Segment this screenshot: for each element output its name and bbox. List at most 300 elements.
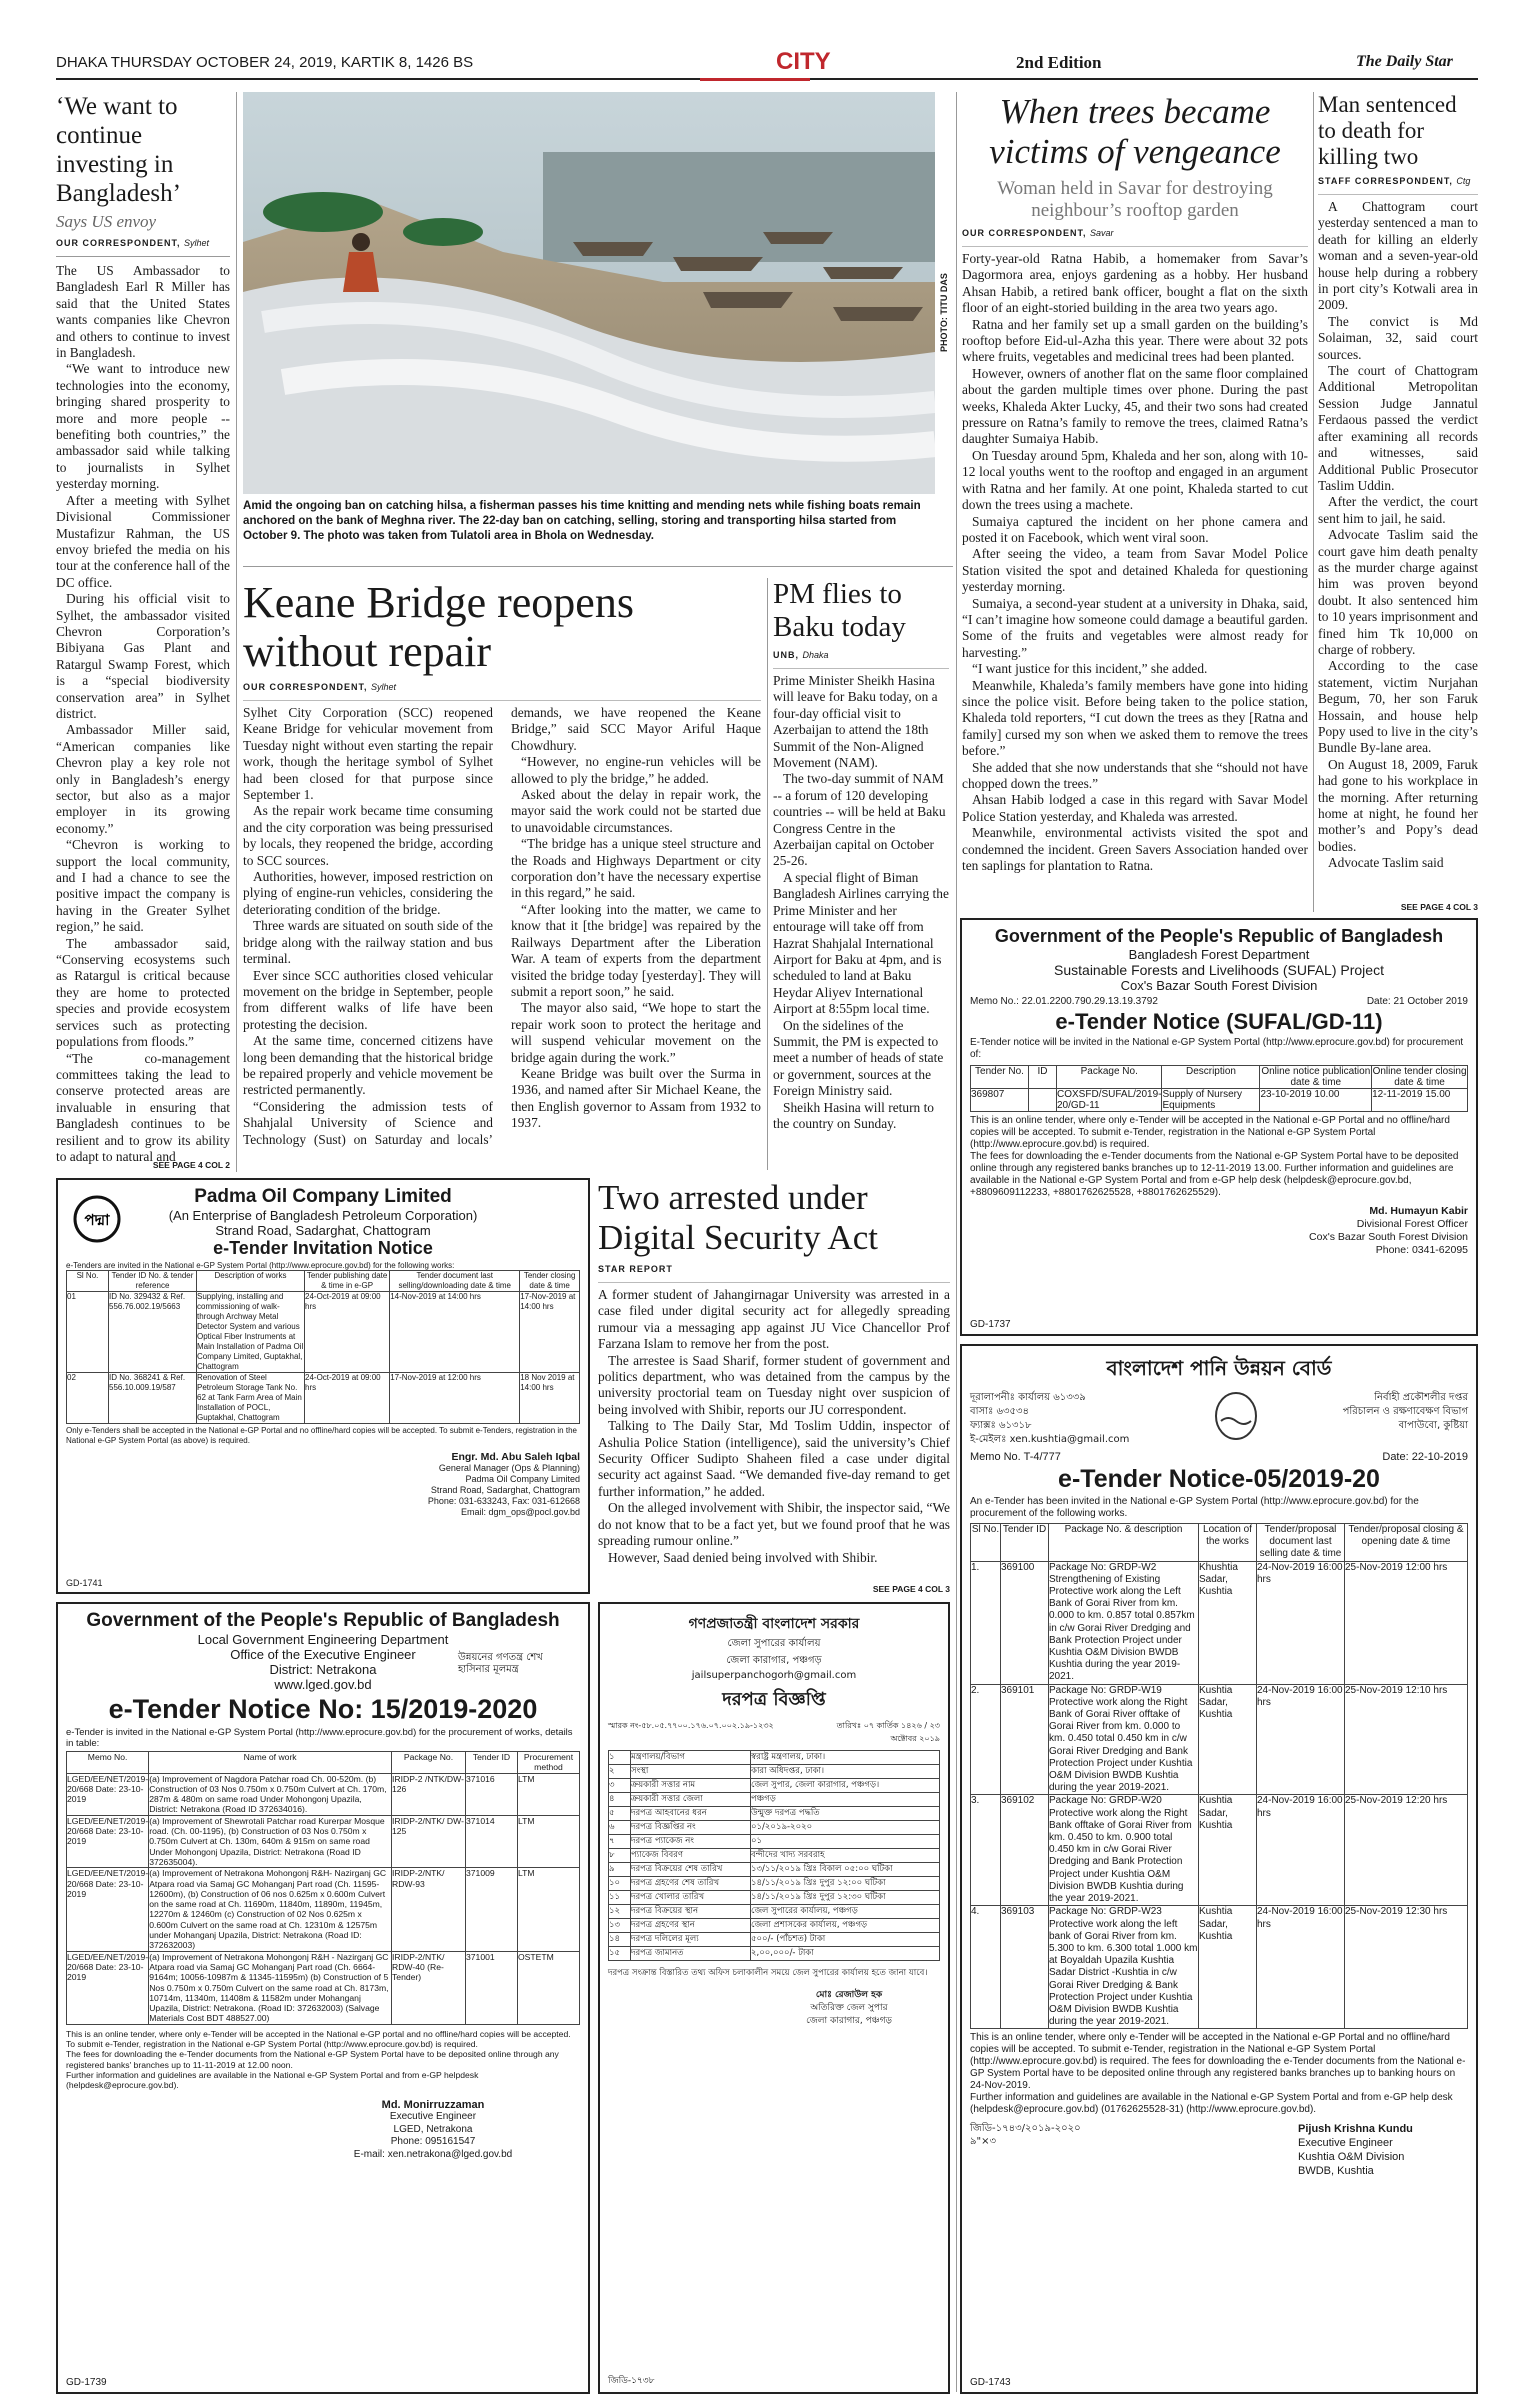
ad-line: www.lged.gov.bd <box>274 1677 372 1692</box>
sign-line: General Manager (Ops & Planning) <box>438 1463 580 1473</box>
cell: মন্ত্রণালয়/বিভাগ <box>631 1751 751 1765</box>
col-header: Tender document last selling/downloading date & time <box>390 1271 520 1292</box>
ad-size: ৯"×৩ <box>970 2136 996 2148</box>
column-rule <box>767 578 768 1170</box>
contact-line: ই-মেইলঃ xen.kushtia@gmail.com <box>970 1434 1130 1445</box>
cell: ০১ <box>751 1835 940 1849</box>
table-row <box>609 1919 940 1933</box>
see-page: SEE PAGE 4 COL 2 <box>152 1160 230 1170</box>
paragraph: After seeing the video, a team from Savar Model Police Station visited the spot and detained Khaleda for questioning yesterday morning. <box>962 546 1308 595</box>
contact-line: নির্বাহী প্রকৌশলীর দপ্তর <box>1374 1392 1468 1403</box>
cell: 25-Nov-2019 12:00 hrs <box>1345 1561 1468 1684</box>
cell: ০১/২০১৯-২০২০ <box>751 1821 940 1835</box>
contact-line: ফ্যাক্সঃ ৬১৩১৮ <box>970 1420 1032 1431</box>
cell: 369101 <box>1001 1684 1049 1795</box>
sign-line: Strand Road, Sadarghat, Chattogram <box>430 1485 580 1495</box>
signature <box>66 1452 580 1518</box>
ad-text: This is an online tender, where only e-Tender will be accepted in the National e-GP Portal and no offline/hard copies will be accepted. To submit e-Tender, registration in the National e-GP System Portal (http://www.eprocure.gov.bd) is required. The fees for downloading the e-Tender documents from the National e-GP System Portal have to be deposited online through any registered banks branches up to banking hours on 24-Nov-2019. Further information and guidelines are available in the National e-GP System Portal and from e-GP help desk (helpdesk@eprocure.gov.bd) (01762625528-31) (http://www.eprocure.gov.bd). <box>970 2032 1466 2116</box>
paragraph: Forty-year-old Ratna Habib, a homemaker from Savar’s Dagormora area, enjoys gardening as a hobby. Her husband Ahsan Habib, a retired bank officer, bought a flat on the sixth floor of an eight-storied building in the area two years ago. <box>962 251 1308 316</box>
cell: 01 <box>67 1292 109 1373</box>
cell: IRIDP-2 /NTK/DW-126 <box>392 1773 466 1815</box>
ad-line: Sustainable Forests and Livelihoods (SUFAL) Project <box>1054 962 1384 978</box>
col-header: Tender No. <box>971 1066 1029 1089</box>
paragraph: At the same time, concerned citizens have long been demanding that the historical bridge be repaired properly and vehicle movement be restricted permanently. <box>243 1033 493 1098</box>
paragraph: On the alleged involvement with Shibir, the inspector said, “We do not know that to be a fact yet, but we found proof that he was spreading rumour online.” <box>598 1500 950 1549</box>
col-header: Package No. <box>392 1752 466 1774</box>
sign-name: Pijush Krishna Kundu <box>1298 2123 1413 2136</box>
ad-line: Bangladesh Forest Department <box>1128 947 1310 962</box>
keane-bridge-article <box>243 578 761 1170</box>
cell: Supply of Nursery Equipments <box>1162 1089 1260 1112</box>
paragraph: Talking to The Daily Star, Md Toslim Uddin, inspector of Ashulia Police Station (intelligence), said the university’s Chief Security Officer Sudipto Shaheen filed a case under digital security act against Saad. “We demanded five-day remand to get further information,” he added. <box>598 1418 950 1499</box>
memo: স্মারক নং-৫৮.০৫.৭৭০০.১৭৬.০৭.০০২.১৯-১২৩২ <box>608 1721 774 1730</box>
paragraph: Meanwhile, Khaleda’s family members have gone into hiding since the police visit. Before being taken to the police station, Khaleda told reporters, “I cut down the trees as they [Ratna and family] cursed my son when we asked them to remove the trees before.” <box>962 677 1308 759</box>
table-row <box>609 1821 940 1835</box>
column-rule <box>956 92 957 2392</box>
sign-line: LGED, Netrakona <box>393 2123 473 2135</box>
headline: Two arrested under Digital Security Act <box>598 1178 878 1257</box>
col-header: Description of works <box>197 1271 305 1292</box>
gd-code: GD-1741 <box>66 1578 103 1588</box>
cell: IRIDP-2/NTK/ RDW-93 <box>392 1868 466 1951</box>
sign-line: Phone: 095161547 <box>390 2136 476 2147</box>
table-row <box>609 1779 940 1793</box>
memo-row <box>970 996 1468 1007</box>
headline: When trees became victims of vengeance <box>989 92 1281 171</box>
cell: LGED/EE/NET/2019-20/668 Date: 23-10-2019 <box>67 1773 149 1815</box>
ad-text: This is an online tender, where only e-Tender will be accepted in the National e-GP portal and no offline/hard copies will be accepted. To submit e-Tender, registration in the National e-GP System Portal (http://www.eprocure.gov.bd) is required. The fees for downloading the e-Tender documents from the National e-GP System Portal have to be deposited online through any registered banks' branches up to 11-11-2019 at 12.00 noon. Further information and guidelines are available in the National e-GP System Portal and from e-GP helpdesk (helpdesk@eprocure.gov.bd). <box>66 2028 571 2091</box>
photo <box>243 92 935 494</box>
article-body <box>56 256 230 1165</box>
date: Date: 21 October 2019 <box>1366 996 1468 1007</box>
contact-line: বাসাঃ ৬৩৫৩৪ <box>970 1406 1029 1417</box>
cell: ৮ <box>609 1849 631 1863</box>
cell: ৬ <box>609 1821 631 1835</box>
table-row <box>609 1891 940 1905</box>
paragraph: “The bridge has a unique steel structure and the Roads and Highways Department or city corporation don’t have the necessary expertise in this regard,” he said. <box>511 836 761 901</box>
ad-gov: বাংলাদেশ পানি উন্নয়ন বোর্ড <box>1106 1356 1332 1380</box>
ad-line: Office of the Executive Engineer <box>230 1647 416 1662</box>
headline: PM flies to Baku today <box>773 578 906 643</box>
paragraph: After a meeting with Sylhet Divisional Commissioner Mustafizur Rahman, the US envoy briefed the media on his tour at the conference hall of the DC office. <box>56 492 230 590</box>
sentenced-article <box>1318 92 1478 912</box>
sign-line: Padma Oil Company Limited <box>465 1474 580 1484</box>
photo-block <box>243 92 953 557</box>
cell: 4. <box>971 1906 1001 2029</box>
col-header: Tender/proposal closing & opening date & time <box>1345 1524 1468 1562</box>
cell: ৫ <box>609 1807 631 1821</box>
ad-text: দরপত্র সংক্রান্ত বিস্তারিত তথ্য অফিস চলাকালীন সময়ে জেল সুপারের কার্যালয় হতে জানা যাবে। <box>608 1968 928 1978</box>
sufal-tender-ad <box>960 918 1478 1336</box>
cell: LTM <box>518 1815 580 1867</box>
gd-code: GD-1743 <box>970 2377 1011 2388</box>
byline: STAFF CORRESPONDENT, Ctg <box>1318 176 1471 186</box>
subhead: Woman held in Savar for destroying neighbour’s rooftop garden <box>997 178 1273 221</box>
cell: 24-Nov-2019 16:00 hrs <box>1257 1561 1345 1684</box>
paragraph: Three wards are situated on south side of the bridge along with the railway station and bus terminal. <box>243 918 493 967</box>
table-row <box>67 1951 580 2024</box>
subhead: Says US envoy <box>56 212 157 231</box>
cell: 371014 <box>466 1815 518 1867</box>
ad-line: জেলা কারাগার, পঞ্চগড় <box>726 1655 822 1666</box>
col-header: Package No. & description <box>1049 1524 1199 1562</box>
paragraph: Sheikh Hasina will return to the country on Sunday. <box>773 1099 934 1131</box>
sign-name: মোঃ রেজাউল হক <box>815 1990 883 2000</box>
paragraph: Sumaiya, a second-year student at a university in Dhaka, said, “I can’t imagine how someone could damage a beautiful garden. Some of the fruits and vegetables were almost ready for harvesting.” <box>962 595 1308 660</box>
cell: ১২ <box>609 1905 631 1919</box>
ad-line: jailsuperpanchogorh@gmail.com <box>691 1670 857 1681</box>
article-body <box>243 700 761 1164</box>
ref: জিডি-১৭৪৩/২০১৯-২০২০ <box>970 2123 1081 2135</box>
paragraph: The convict is Md Solaiman, 32, said court sources. <box>1318 313 1478 362</box>
col-header: Name of work <box>149 1752 392 1774</box>
masthead-rule-accent <box>700 78 810 81</box>
ad-title: e-Tender Notice No: 15/2019-2020 <box>108 1694 538 1724</box>
table-row <box>67 1292 580 1373</box>
ad-title: e-Tender Notice-05/2019-20 <box>1058 1465 1380 1493</box>
cell: দরপত্র গ্রহণের শেষ তারিখ <box>631 1877 751 1891</box>
col-header: Sl No. <box>971 1524 1001 1562</box>
cell: ৭ <box>609 1835 631 1849</box>
cell: 369807 <box>971 1089 1029 1112</box>
tender-table <box>970 1523 1468 2029</box>
signature <box>970 1205 1468 1257</box>
section-rule <box>243 566 953 567</box>
ad-text: This is an online tender, where only e-Tender will be accepted in the National e-GP Portal and no offline/hard copies will be accepted. To submit e-Tender, registration in the National e-GP System Portal (http://www.eprocure.gov.bd) is required. The fees for downloading the e-Tender documents from the National e-GP System Portal have to be deposited online through any registered banks branches up to 12-11-2019 13.00. Further information and guidelines are available in the National e-GP System Portal and from e-GP help desk (helpdesk@eprocure.gov.bd, +8809609112233, +8801762625528, +8801762625529). <box>970 1115 1459 1198</box>
cell: LGED/EE/NET/2019-20/668 Date: 23-10-2019 <box>67 1951 149 2024</box>
cell: সংস্থা <box>631 1765 751 1779</box>
cell: IRIDP-2/NTK/ RDW-40 (Re-Tender) <box>392 1951 466 2024</box>
sign-line: জেলা কারাগার, পঞ্চগড় <box>806 2016 892 2026</box>
sign-name: Md. Humayun Kabir <box>1369 1205 1468 1217</box>
tender-table <box>970 1065 1468 1112</box>
jail-tender-ad <box>598 1602 950 2394</box>
cell: উন্মুক্ত দরপত্র পদ্ধতি <box>751 1807 940 1821</box>
col-header: Tender ID <box>1001 1524 1049 1562</box>
tender-table <box>66 1751 580 2025</box>
footer-row <box>970 2122 1468 2178</box>
paragraph: “I want justice for this incident,” she added. <box>972 661 1208 677</box>
paragraph: During his official visit to Sylhet, the ambassador visited Chevron Corporation’s Bibiyana Gas Plant and Ratargul Swamp Forest, which is a “special biodiversity conservation area” in Sylhet district. <box>56 591 230 721</box>
sign-title: Divisional Forest Officer <box>1356 1218 1468 1230</box>
ad-line: গণপ্রজাতন্ত্রী বাংলাদেশ সরকার <box>688 1616 860 1632</box>
memo-row <box>970 1451 1468 1463</box>
cell: 14-Nov-2019 at 14:00 hrs <box>390 1292 520 1373</box>
cell: দরপত্র গ্রহণের স্থান <box>631 1919 751 1933</box>
cell: Kushtia Sadar, Kushtia <box>1199 1795 1257 1906</box>
sign-line: Kushtia O&M Division <box>1298 2151 1405 2164</box>
paragraph: Ratna and her family set up a small garden on the building’s rooftop before Eid-ul-Azha this year. There were about 32 pots where fruits, vegetables and medicinal trees had been planted. <box>962 316 1308 365</box>
ref-block <box>970 2122 1081 2178</box>
paper-name: The Daily Star <box>1356 53 1453 70</box>
ad-line: Local Government Engineering Department <box>197 1632 449 1647</box>
col-header: Online notice publication date & time <box>1261 1066 1371 1088</box>
cell: জেল সুপারের কার্যালয়, পঞ্চগড় <box>751 1905 940 1919</box>
cell: 371009 <box>466 1868 518 1951</box>
table-row <box>609 1947 940 1961</box>
cell: 25-Nov-2019 12:30 hrs <box>1345 1906 1468 2029</box>
paragraph: “Considering the admission tests of Shahjalal University of Science and Technology (Sust) on Saturday and locals’ demands, we have reopened the Keane Bridge,” said SCC Mayor Ariful Haque Chowdhury. <box>243 705 761 1147</box>
cell: ক্রয়কারী সত্তার জেলা <box>631 1793 751 1807</box>
svg-text:পদ্মা: পদ্মা <box>84 1211 110 1229</box>
tender-table <box>608 1750 940 1961</box>
photo-credit: PHOTO: TITU DAS <box>939 273 949 352</box>
cell: 369103 <box>1001 1906 1049 2029</box>
gd-code: জিডি-১৭৩৮ <box>608 2376 655 2386</box>
date: তারিখঃ ০৭ কার্তিক ১৪২৬ / ২৩ অক্টোবর ২০১৯ <box>836 1721 940 1743</box>
paragraph: However, Saad denied being involved with Shibir. <box>608 1549 878 1565</box>
paragraph: On August 18, 2009, Faruk had gone to his workplace in the morning. After returning home at night, he found her mother’s and Popy’s dead bodies. <box>1318 756 1478 854</box>
cell: Kushtia Sadar, Kushtia <box>1199 1906 1257 2029</box>
memo: Memo No. T-4/777 <box>970 1451 1061 1463</box>
table-row <box>609 1793 940 1807</box>
col-header: Online tender closing date & time <box>1372 1066 1467 1088</box>
ad-line: Strand Road, Sadarghat, Chattogram <box>215 1223 431 1238</box>
cell: 1. <box>971 1561 1001 1684</box>
masthead-date: DHAKA THURSDAY OCTOBER 24, 2019, KARTIK 8, 1426 BS <box>56 54 474 71</box>
cell: ১৪/১১/২০১৯ খ্রিঃ দুপুর ১২:৩০ ঘটিকা <box>751 1891 940 1905</box>
table-row <box>971 1089 1468 1112</box>
cell: ID No. 329432 & Ref. 556.76.002.19/5663 <box>109 1292 197 1373</box>
cell: 2. <box>971 1684 1001 1795</box>
article-body <box>598 1282 950 1566</box>
cell: (a) Improvement of Shewrotali Patchar road Kurerpar Mosque road. (Ch. 00-1195), (b) Construction of 03 Nos 0.750m x 0.750m Culvert at Ch. 130m, 640m & 915m on same road Under Mohongonj Upazila, District: Netrakona (Road ID 372635004). <box>149 1815 392 1867</box>
trees-article <box>962 92 1308 912</box>
cell: 18 Nov 2019 at 14:00 hrs <box>520 1373 580 1424</box>
section-name: CITY <box>776 48 831 75</box>
paragraph: The arrestee is Saad Sharif, former student of government and politics department, who was detained from the campus by the university proctorial team on Tuesday night over suspicion of being involved with Shibir, reports our JU correspondent. <box>598 1352 950 1417</box>
byline: OUR CORRESPONDENT, Sylhet <box>56 238 210 248</box>
cell: (a) Improvement of Netrakona Mohongonj R&H - Nazirganj GC Atpara road via Samaj GC Mohanganj Part road (Ch. 6664- 9164m; 10056-10987m & 11345-11595m) (b) Construction of 5 Nos 0.750m x 0.750m Culvert on the same road at Ch. 8173m, 10714m, 11340m, 11408m & 11582m under Mohanganj Upazila, District: Netrakona. (Road ID: 372632003) (Salvage Materials Cost BDT 488527.00) <box>149 1951 392 2024</box>
paragraph: However, owners of another flat on the same floor complained about the garden multiple times over phone. During the past weeks, Khaleda Akter Lucky, 45, and their two sons had created pressure on Ratna’s family to remove the trees, claimed Ratna’s daughter Sumaiya Habib. <box>962 365 1308 447</box>
paragraph: “The co-management committees taking the lead to conserve protected areas are invaluable in ensuring that Bangladesh continues to be resilient and to grow its ability to adapt to natural and <box>56 1050 230 1164</box>
paragraph: Authorities, however, imposed restriction on plying of engine-run vehicles, considering the deteriorating condition of the bridge. <box>243 869 493 917</box>
paragraph: Prime Minister Sheikh Hasina will leave for Baku today, on a four-day official visit to Azerbaijan to attend the 18th Summit of the Non-Aligned Movement (NAM). <box>773 673 938 771</box>
sign-line: Executive Engineer <box>389 2111 477 2122</box>
paragraph: She added that she now understands that she “should not have chopped down the trees.” <box>962 759 1308 791</box>
paragraph: Sumaiya captured the incident on her phone camera and posted it on Facebook, which went viral soon. <box>962 513 1308 545</box>
sign-line: Executive Engineer <box>1298 2137 1393 2150</box>
paragraph: Advocate Taslim said <box>1328 855 1444 871</box>
col-header: Tender/proposal document last selling date & time <box>1257 1524 1345 1562</box>
padma-logo-icon <box>72 1194 122 1244</box>
paragraph: “We want to introduce new technologies into the economy, bringing shared prosperity to more and more people -- benefiting both countries,” the ambassador said while talking to journalists in Sylhet yesterday morning. <box>56 361 230 492</box>
byline: OUR CORRESPONDENT, Sylhet <box>243 682 397 692</box>
cell: প্যাকেজ বিবরণ <box>631 1849 751 1863</box>
cell: দরপত্র খোলার তারিখ <box>631 1891 751 1905</box>
cell: Package No: GRDP-W20 Protective work along the Right Bank offtake of Gorai River from km. 0.450 to km. 0.900 total 0.450 km in c/w Gorai River Dredging and Bank Protection Project under Kushtia O&M Division BWDB Kushtia during the year 2019-2021. <box>1049 1795 1199 1906</box>
paragraph: A former student of Jahangirnagar University was arrested in a case filed under digital security act for allegedly spreading rumour via a messaging app against JU Vice Chancellor Prof Farzana Islam to remove her from the post. <box>598 1287 950 1352</box>
ad-intro: An e-Tender has been invited in the National e-GP System Portal (http://www.eprocure.gov.bd) for the procurement of the following works. <box>970 1496 1419 1519</box>
cell: 371016 <box>466 1773 518 1815</box>
cell: দরপত্র বিক্রয়ের স্থান <box>631 1905 751 1919</box>
cell: ১৫ <box>609 1947 631 1961</box>
cell: (a) Improvement of Nagdora Patchar road Ch. 00-520m. (b) Construction of 03 Nos 0.750m x 0.750m Culvert at Ch. 170m, 287m & 480m on same road Under Mohongonj Upazila, District: Netrakona (Road ID 372634016). <box>149 1773 392 1815</box>
ad-title: দরপত্র বিজ্ঞপ্তি <box>722 1689 826 1710</box>
paragraph: As the repair work became time consuming and the city corporation was being pressurised by locals, they reopened the bridge, according to SCC sources. <box>243 803 493 868</box>
ad-text: Only e-Tenders shall be accepted in the National e-GP Portal and no offline/hard copies will be accepted. To submit e-Tenders, registration in the National e-GP System Portal (as above) is required. <box>66 1426 577 1445</box>
cell: ১১ <box>609 1891 631 1905</box>
table-row <box>609 1933 940 1947</box>
ad-intro: e-Tenders are invited in the National e-GP System Portal (http://www.eprocure.gov.bd) for the following works: <box>66 1261 455 1270</box>
table-row <box>67 1815 580 1867</box>
date: Date: 22-10-2019 <box>1382 1451 1468 1463</box>
edition: 2nd Edition <box>1016 53 1102 72</box>
col-header: Tender ID <box>466 1752 518 1774</box>
article-body <box>962 246 1308 874</box>
paragraph: The two-day summit of NAM -- a forum of 120 developing countries -- will be held at Baku Congress Centre in the Azerbaijan capital on October 25-26. <box>773 771 946 869</box>
cell: Renovation of Steel Petroleum Storage Tank No. 62 at Tank Farm Area of Main Installation of POCL, Guptakhal, Chattogram <box>197 1373 305 1424</box>
paragraph: Ever since SCC authorities closed vehicular movement on the bridge in September, people from different walks of life have been protesting the decision. <box>243 967 493 1032</box>
sign-name: Md. Monirruzzaman <box>381 2098 485 2111</box>
paragraph: Ambassador Miller said, “American companies like Chevron play a key role not only in Bangladesh’s energy sector, but also as a major employer in its growing economy.” <box>56 722 230 836</box>
table-row <box>67 1773 580 1815</box>
paragraph: Meanwhile, environmental activists visited the spot and condemned the incident. Green Savers Association handed over ten saplings for plantation to Ratna. <box>962 825 1308 874</box>
sign-line: BWDB, Kushtia <box>1298 2165 1374 2178</box>
cell: ১৩/১১/২০১৯ খ্রিঃ বিকাল ০৫:০০ ঘটিকা <box>751 1863 940 1877</box>
sign-line: Phone: 031-633243, Fax: 031-612668 <box>427 1496 580 1506</box>
ad-line: জেলা সুপারের কার্যালয় <box>727 1638 821 1649</box>
paragraph: According to the case statement, victim Nurjahan Begum, 70, her son Faruk Hossain, and house help Popy used to live in the city’s Bundle By-lane area. <box>1318 658 1478 756</box>
col-header: Procurement method <box>518 1752 580 1774</box>
paragraph: Advocate Taslim said the court gave him death penalty as the murder charge against him was proven beyond doubt. It also sentenced him to 10 years imprisonment and fined him Tk 10,000 on charge of robbery. <box>1318 527 1478 657</box>
col-header: Location of the works <box>1199 1524 1257 1562</box>
cell: জেল সুপার, জেলা কারাগার, পঞ্চগড়। <box>751 1779 940 1793</box>
byline: OUR CORRESPONDENT, Savar <box>962 228 1114 238</box>
see-page: SEE PAGE 4 COL 3 <box>872 1584 950 1594</box>
sign-phone: Phone: 0341-62095 <box>1375 1244 1468 1256</box>
paragraph: The court of Chattogram Additional Metropolitan Session Judge Jannatul Ferdaous passed the verdict after examining all records and witnesses, said Additional Public Prosecutor Taslim Uddin. <box>1318 363 1478 493</box>
cell: ৪ <box>609 1793 631 1807</box>
gd-code: GD-1737 <box>970 1319 1011 1330</box>
col-header: Tender closing date & time <box>520 1271 580 1292</box>
cell: IRIDP-2/NTK/ DW-125 <box>392 1815 466 1867</box>
signature <box>286 2099 580 2162</box>
cell: ৯ <box>609 1863 631 1877</box>
tender-table <box>66 1270 580 1424</box>
sign-name: Engr. Md. Abu Saleh Iqbal <box>451 1451 580 1463</box>
cell: 24-Nov-2019 16:00 hrs <box>1257 1906 1345 2029</box>
sign-line: E-mail: xen.netrakona@lged.gov.bd <box>353 2148 513 2160</box>
col-header: Sl No. <box>67 1271 109 1292</box>
cell: দরপত্র বিক্রয়ের শেষ তারিখ <box>631 1863 751 1877</box>
cell: পঞ্চগড় <box>751 1793 940 1807</box>
table-row <box>67 1868 580 1951</box>
paragraph: “However, no engine-run vehicles will be allowed to ply the bridge,” he added. <box>511 754 761 786</box>
cell: ID No. 368241 & Ref. 556.10.009.19/587 <box>109 1373 197 1424</box>
contact-row <box>970 1391 1468 1447</box>
col-header: Description <box>1162 1066 1260 1089</box>
baku-article <box>773 578 949 1170</box>
cell: দরপত্র প্যাকেজ নং <box>631 1835 751 1849</box>
cell: 25-Nov-2019 12:20 hrs <box>1345 1795 1468 1906</box>
cell: 23-10-2019 10.00 <box>1260 1089 1372 1112</box>
cell: OSTETM <box>518 1951 580 2024</box>
paragraph: The US Ambassador to Bangladesh Earl R Miller has said that the United States wants companies like Chevron and others to continue to invest in Bangladesh. <box>56 263 230 361</box>
lged-tender-ad <box>56 1602 590 2394</box>
headline: ‘We want to continue investing in Bangladesh’ <box>56 93 181 207</box>
cell: COXSFD/SUFAL/2019-20/GD-11 <box>1057 1089 1162 1111</box>
paragraph: A special flight of Biman Bangladesh Airlines carrying the Prime Minister and her entourage will take off from Hazrat Shahjalal International Airport for Baku at 4pm, and is scheduled to land at Baku Heydar Aliyev International Airport at 8:55pm local time. <box>773 869 949 1017</box>
cell: ২ <box>609 1765 631 1779</box>
sign-line: Email: dgm_ops@pocl.gov.bd <box>460 1507 580 1517</box>
paragraph: After the verdict, the court sent him to jail, he said. <box>1318 494 1478 526</box>
column-rule <box>236 92 237 1172</box>
cell: ১৪/১১/২০১৯ খ্রিঃ দুপুর ১২:০০ ঘটিকা <box>751 1877 940 1891</box>
paragraph: Keane Bridge was built over the Surma in 1936, and named after Sir Michael Keane, the then English governor to Assam from 1932 to 1937. <box>511 1065 761 1131</box>
table-row <box>609 1807 940 1821</box>
cell: 12-11-2019 15.00 <box>1372 1089 1468 1112</box>
sign-line: অতিরিক্ত জেল সুপার <box>810 2003 888 2013</box>
cell: 24-Nov-2019 16:00 hrs <box>1257 1795 1345 1906</box>
cell: ৫০০/- (পাঁচশত) টাকা <box>751 1933 940 1947</box>
ad-gov: Government of the People's Republic of Bangladesh <box>994 926 1444 946</box>
cell: (a) Improvement of Netrakona Mohongonj R&H- Nazirganj GC Atpara road via Samaj GC Mohanganj Part road (Ch. 11595-12600m), (b) Construction of 06 nos 0.625m x 0.600m Culvert on the same road at Ch. 11690m, 11840m, 11890m, 11945m, 12270m & 12460m (c) Construction of 02 Nos 0.625m x 0.600m Culvert on the same road at Ch. 12310m & 12575m under Mohanganj Upazila, District: Netrakona (Road ID: 372632003) <box>149 1868 392 1951</box>
headline: Man sentenced to death for killing two <box>1318 92 1457 169</box>
cell: স্বরাষ্ট্র মন্ত্রণালয়, ঢাকা। <box>751 1751 940 1765</box>
table-row <box>609 1877 940 1891</box>
col-header: Tender ID No. & tender reference <box>109 1271 197 1292</box>
sign-div: Cox's Bazar South Forest Division <box>1309 1231 1468 1243</box>
cell: ২,০০,০০০/- টাকা <box>751 1947 940 1961</box>
table-row <box>971 1795 1468 1906</box>
cell: জেলা প্রশাসকের কার্যালয়, পঞ্চগড় <box>751 1919 940 1933</box>
cell: দরপত্র জামানত <box>631 1947 751 1961</box>
cell: Package No: GRDP-W2 Strengthening of Existing Protective work along the Left Bank of Gorai River from km. 0.000 to km. 0.857 total 0.857km in c/w Gorai River Dredging and Bank Protection Project under Kushtia O&M Division BWDB Kushtia during the year 2019-2021. <box>1049 1561 1199 1684</box>
cell: ৩ <box>609 1779 631 1793</box>
ad-notice: e-Tender Invitation Notice <box>213 1238 433 1258</box>
cell: 17-Nov-2019 at 14:00 hrs <box>520 1292 580 1373</box>
table-row <box>609 1905 940 1919</box>
table-row <box>971 1684 1468 1795</box>
table-row <box>67 1373 580 1424</box>
cell: 369100 <box>1001 1561 1049 1684</box>
cell: Supplying, installing and commissioning of walk-through Archway Metal Detector System and various Optical Fiber Instruments at Main Installation of Padma Oil Company Limited, Guptakhal, Chattogram <box>197 1292 304 1371</box>
cell: বন্দীদের খাদ্য সরবরাহ <box>751 1849 940 1863</box>
table-row <box>971 1906 1468 2029</box>
col-header: Tender publishing date & time in e-GP <box>305 1271 390 1292</box>
cell: LGED/EE/NET/2019-20/668 Date: 23-10-2019 <box>67 1868 149 1951</box>
us-envoy-article <box>56 92 230 1170</box>
gd-code: GD-1739 <box>66 2377 107 2388</box>
contact-line: বাপাউবো, কুষ্টিয়া <box>1398 1420 1468 1431</box>
cell: 02 <box>67 1373 109 1424</box>
cell: Package No: GRDP-W23 Protective work along the left bank of Gorai River from km. 5.300 to km. 6.300 total 1.000 km at Boyaldah Upazila Kushtia Sadar District -Kushtia in c/w Gorai River Dredging & Bank Protection Project under Kushtia O&M Division BWDB Kushtia during the year 2019-2021. <box>1049 1906 1198 2028</box>
arrested-article <box>598 1178 950 1594</box>
paragraph: A Chattogram court yesterday sentenced a man to death for killing an elderly woman and a seven-year-old house help during a robbery in port city’s Kotwali area in 2009. <box>1318 199 1478 313</box>
contact-line: দূরালাপনীঃ কার্যালয় ৬১৩৩৯ <box>970 1392 1086 1403</box>
cell: LTM <box>518 1773 580 1815</box>
paragraph: The mayor also said, “We hope to start the repair work soon to protect the heritage and will suspend vehicular movement on the bridge again during the work.” <box>511 1000 761 1065</box>
cell: দরপত্র বিজ্ঞপ্তির নং <box>631 1821 751 1835</box>
cell: 369102 <box>1001 1795 1049 1906</box>
cell: ১০ <box>609 1877 631 1891</box>
cell: Khushtia Sadar, Kushtia <box>1199 1561 1257 1684</box>
contact-line: পরিচালন ও রক্ষণাবেক্ষণ বিভাগ <box>1342 1406 1468 1417</box>
table-row <box>609 1849 940 1863</box>
article-body <box>1318 194 1478 872</box>
col-header: Package No. <box>1057 1066 1162 1089</box>
cell: 25-Nov-2019 12:10 hrs <box>1345 1684 1468 1795</box>
cell: 371001 <box>466 1951 518 2024</box>
memo-row <box>608 1720 940 1746</box>
cell: 17-Nov-2019 at 12:00 hrs <box>390 1373 520 1424</box>
cell: ১৩ <box>609 1919 631 1933</box>
table-row <box>609 1765 940 1779</box>
col-header: Memo No. <box>67 1752 149 1774</box>
cell: ১৪ <box>609 1933 631 1947</box>
see-page: SEE PAGE 4 COL 3 <box>1400 902 1478 912</box>
